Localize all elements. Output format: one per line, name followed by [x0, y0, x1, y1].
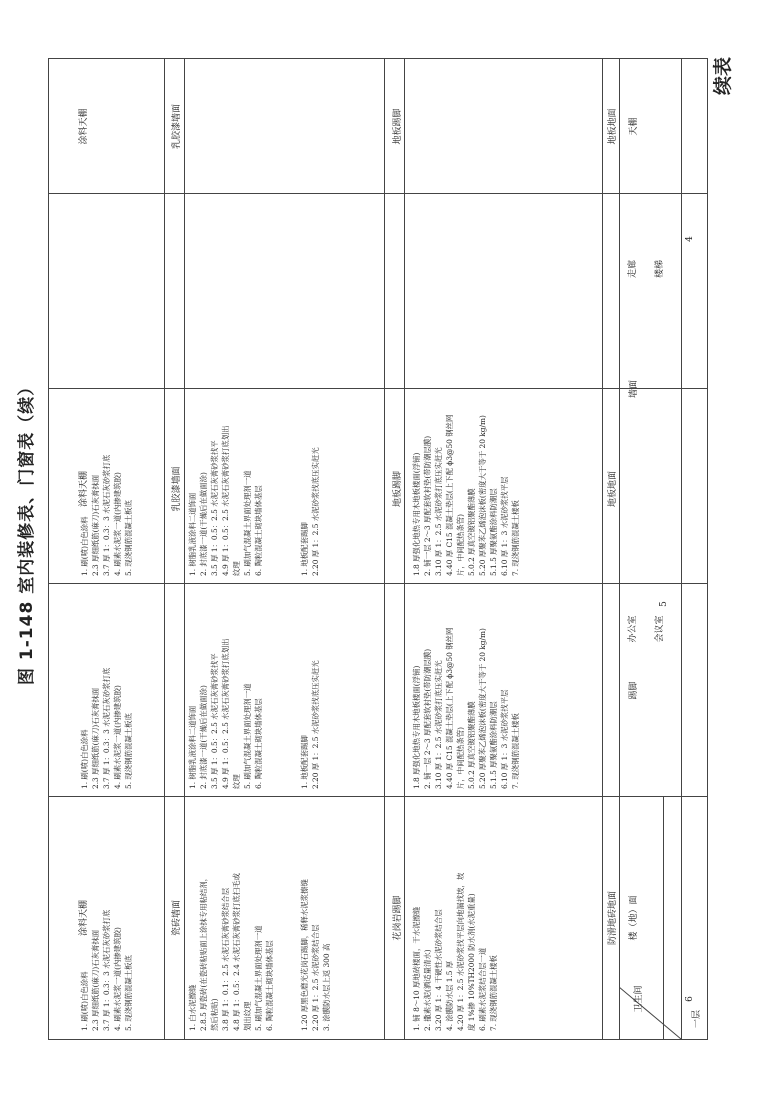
- row-4-room: 走廊 楼梯: [628, 260, 665, 279]
- row-6-ceiling-item: 5. 现浇钢筋混凝土板底: [124, 955, 133, 1031]
- row-4-ceiling-item: 5. 现浇钢筋混凝土板底: [124, 500, 133, 576]
- row-5-wall-item: 5. 刷加气混凝土界面处理剂一道: [243, 683, 252, 789]
- row-6-skirting-item: 1.20 厚黑色磨光花岗石踢脚，稀释水泥浆擦缝: [300, 879, 309, 1031]
- row-4-floor-item: 3.10 厚 1：2.5 水泥砂浆打底压实赶光: [434, 447, 443, 576]
- row-5-ceiling-item: 3.7 厚 1：0.3：3 水泥石灰砂浆打底: [102, 667, 111, 789]
- row-4-floor-item: 1.8 厚强化地热专用木地板楼面(浮铺): [412, 452, 421, 576]
- row-6-wall-item: 1. 白水泥擦缝: [188, 984, 197, 1031]
- row-6-skirting-item: 3. 涂膜防水层上返 300 高: [322, 943, 331, 1031]
- row-6-floor-list: [411, 803, 601, 1031]
- row-6-no: 6: [685, 996, 695, 1002]
- row-6-wall-list: [187, 803, 297, 1031]
- row-4-no: 4: [685, 236, 695, 242]
- row-6-wall-item: 6. 陶粒混凝土砌块墙体基层: [265, 940, 274, 1031]
- row-6-floor-item: 6. 刷素水泥浆结合层一道: [478, 947, 487, 1031]
- row-6-room: 卫生间: [634, 985, 644, 1013]
- row-5-ceiling-list: [79, 590, 169, 789]
- row-5-wall-item: 6. 陶粒混凝土砌块墙体基层: [254, 698, 263, 789]
- row-5-wall-list: [187, 590, 297, 789]
- row-5-skirting-list: [299, 590, 399, 789]
- row-6-floor-item: 度 1%掺 10%TH2000 防水剂(水泥重量): [467, 893, 476, 1031]
- row-6-ceiling-title: 涂料天棚: [79, 900, 89, 937]
- row-5-wall-item: 2. 封底漆一道(干燥后在做面涂): [199, 685, 208, 789]
- row-6-floor-item: 4. 涂膜防水层 1.5 厚: [445, 960, 454, 1031]
- row-6-floor-item: 4.20 厚 1：2.5 水泥砂浆找平层向地漏找坡，坡: [456, 872, 465, 1031]
- row-6-wall-title: 瓷砖墙面: [172, 900, 182, 937]
- row-6-ceiling-item: 2.3 厚细纸筋(麻刀)石灰膏抹面: [91, 929, 100, 1031]
- row-4-floor-item: 5.1.5 厚聚氨酯涂料防潮层: [489, 488, 498, 576]
- row-5-floor-item: 4.40 厚 C15 混凝土垫层(上下配 ϕ3@50 钢丝网: [445, 627, 454, 789]
- row-5-floor-item: 2. 铺一层 2～3 厚配套软衬垫(带防潮层膜): [423, 648, 432, 789]
- row-6-skirting-title: 花岗岩踢脚: [393, 895, 403, 941]
- row-5-floor-item: 5.1.5 厚聚氨酯涂料防潮层: [489, 701, 498, 789]
- row-4-floor-item: 2. 铺一层 2～3 厚配套软衬垫(带防潮层膜): [423, 435, 432, 576]
- decoration-table: [48, 58, 708, 1040]
- row-4-skirting-item: 1. 地板配套踢脚: [300, 522, 309, 576]
- row-4-wall-item: 6. 陶粒混凝土砌块墙体基层: [254, 485, 263, 576]
- header-wall: 墙面: [629, 380, 639, 399]
- row-5-floor-list: [411, 590, 601, 789]
- row-6-floor-item: 3.20 厚 1：4 干硬性水泥砂浆结合层: [434, 909, 443, 1031]
- row-6-floor-title: 防滑地砖地面: [608, 891, 618, 946]
- header-ceiling: 天棚: [629, 117, 639, 136]
- row-4-floor-item: 5.0.2 厚真空镀铝聚酯薄膜: [467, 488, 476, 576]
- row-6-skirting-item: 2.20 厚 1：2.5 水泥砂浆结合层: [311, 924, 320, 1031]
- row-5-wall-item: 3.5 厚 1：0.5：2.5 水泥石灰膏砂浆找平: [210, 653, 219, 789]
- row-5-no: 5: [659, 601, 669, 607]
- row-6-floor-item: 2. 撒素水泥(洒适量清水): [423, 949, 432, 1031]
- row-5-wall-title: 乳胶漆墙面: [172, 466, 182, 512]
- row-5-floor-item: 3.10 厚 1：2.5 水泥砂浆打底压实赶光: [434, 660, 443, 789]
- header-skirting: 踢脚: [629, 681, 639, 700]
- row-4-skirting-list: [299, 200, 399, 576]
- row-5-room: 办公室 会议室: [628, 615, 665, 643]
- row-6-ceiling-item: 3.7 厚 1：0.3：3 水泥石灰砂浆打底: [102, 909, 111, 1031]
- row-5-floor-item: 片，中间配热条管): [456, 726, 465, 789]
- row-4-wall-item: 3.5 厚 1：0.5：2.5 水泥石灰膏砂浆找平: [210, 440, 219, 576]
- row-5-ceiling-item: 4. 刷素水泥浆一道(内掺建筑胶): [113, 685, 122, 789]
- row-4-floor-item: 5.20 厚聚苯乙烯泡沫板(密度大于等于 20 kg/m): [478, 415, 487, 576]
- row-5-ceiling-title: 涂料天棚: [79, 471, 89, 508]
- row-6-wall-item: 5. 刷加气混凝土界面处理剂一道: [254, 925, 263, 1031]
- row-4-ceiling-item: 2.3 厚细纸筋(麻刀)石灰膏抹面: [91, 474, 100, 576]
- row-4-ceiling-item: 4. 刷素水泥浆一道(内掺建筑胶): [113, 472, 122, 576]
- row-4-wall-item: 1. 树脂乳液涂料二道饰面: [188, 492, 197, 576]
- row-4-floor-item: 片，中间配热条管): [456, 513, 465, 576]
- row-5-floor-item: 5.0.2 厚真空镀铝聚酯薄膜: [467, 701, 476, 789]
- row-5-skirting-title: 地板踢脚: [393, 471, 403, 508]
- row-4-wall-item: 2. 封底漆一道(干燥后在做面涂): [199, 472, 208, 576]
- row-4-floor-title: 地板地面: [608, 108, 618, 145]
- row-4-wall-item: 5. 刷加气混凝土界面处理剂一道: [243, 470, 252, 576]
- row-4-wall-list: [187, 200, 297, 576]
- row-4-ceiling-list: [79, 200, 169, 576]
- row-4-ceiling-item: 1. 刷(喷)白色涂料: [80, 516, 89, 576]
- row-6-skirting-list: [299, 803, 399, 1031]
- row-4-skirting-title: 地板踢脚: [393, 108, 403, 145]
- row-4-wall-item: 4.9 厚 1：0.5：2.5 水泥石灰膏砂浆打底划出: [221, 425, 230, 576]
- row-5-floor-title: 地板地面: [608, 471, 618, 508]
- row-6-wall-item: 4.8 厚 1：0.5：2.4 水泥石灰膏砂浆打底扫毛或: [232, 873, 241, 1031]
- row-6-wall-item: 然后粘贴): [210, 998, 219, 1031]
- row-6-wall-item: 3.8 厚 1：0.1：2.5 水泥石灰膏砂浆结合层: [221, 887, 230, 1031]
- row-5-ceiling-item: 2.3 厚细纸筋(麻刀)石灰膏抹面: [91, 687, 100, 789]
- row-5-wall-item: 1. 树脂乳液涂料二道饰面: [188, 705, 197, 789]
- row-4-floor-item: 4.40 厚 C15 混凝土垫层(上下配 ϕ3@50 钢丝网: [445, 414, 454, 576]
- row-6-ceiling-list: [79, 803, 169, 1031]
- row-4-ceiling-title: 涂料天棚: [79, 108, 89, 145]
- row-4-floor-item: 6.10 厚 1：3 水泥砂浆找平层: [500, 476, 509, 576]
- row-5-floor-item: 7. 现浇钢筋混凝土楼板: [511, 713, 520, 789]
- row-5-ceiling-item: 1. 刷(喷)白色涂料: [80, 729, 89, 789]
- row-6-ceiling-item: 4. 刷素水泥浆一道(内掺建筑胶): [113, 927, 122, 1031]
- row-5-floor-item: 6.10 厚 1：3 水泥砂浆找平层: [500, 689, 509, 789]
- row-5-skirting-item: 1. 地板配套踢脚: [300, 735, 309, 789]
- row-4-wall-item: 纹理: [232, 561, 241, 576]
- figure-caption: 图 1-148 室内装修表、门窗表（续）: [17, 377, 37, 685]
- row-6-wall-item: 2.8.5 厚瓷砖(在瓷砖粘贴面上涂抹专用粘结剂，: [199, 873, 208, 1031]
- row-4-floor-item: 7. 现浇钢筋混凝土楼板: [511, 500, 520, 576]
- row-5-wall-item: 纹理: [232, 774, 241, 789]
- row-6-floor-item: 1. 铺 8～10 厚地砖楼面，干水泥擦缝: [412, 906, 421, 1031]
- row-6-floor-item: 7. 现浇钢筋混凝土楼板: [489, 955, 498, 1031]
- row-5-floor-item: 1.8 厚强化地热专用木地板楼面(浮铺): [412, 665, 421, 789]
- row-5-skirting-item: 2.20 厚 1：2.5 水泥砂浆找底压实赶光: [311, 660, 320, 789]
- row-5-wall-item: 4.9 厚 1：0.5：2.5 水泥石灰膏砂浆打底划出: [221, 638, 230, 789]
- floor-label: 一层: [692, 1010, 702, 1029]
- row-5-ceiling-item: 5. 现浇钢筋混凝土板底: [124, 713, 133, 789]
- page-title: 续表: [712, 56, 734, 95]
- row-4-floor-list: [411, 200, 601, 576]
- row-4-wall-title: 乳胶漆墙面: [172, 104, 182, 150]
- row-6-wall-item: 划出纹理: [243, 1001, 252, 1031]
- row-4-ceiling-item: 3.7 厚 1：0.3：3 水泥石灰砂浆打底: [102, 454, 111, 576]
- header-floor: 楼（地）面: [629, 895, 639, 941]
- row-5-floor-item: 5.20 厚聚苯乙烯泡沫板(密度大于等于 20 kg/m): [478, 628, 487, 789]
- row-6-ceiling-item: 1. 刷(喷)白色涂料: [80, 971, 89, 1031]
- row-4-skirting-item: 2.20 厚 1：2.5 水泥砂浆找底压实赶光: [311, 447, 320, 576]
